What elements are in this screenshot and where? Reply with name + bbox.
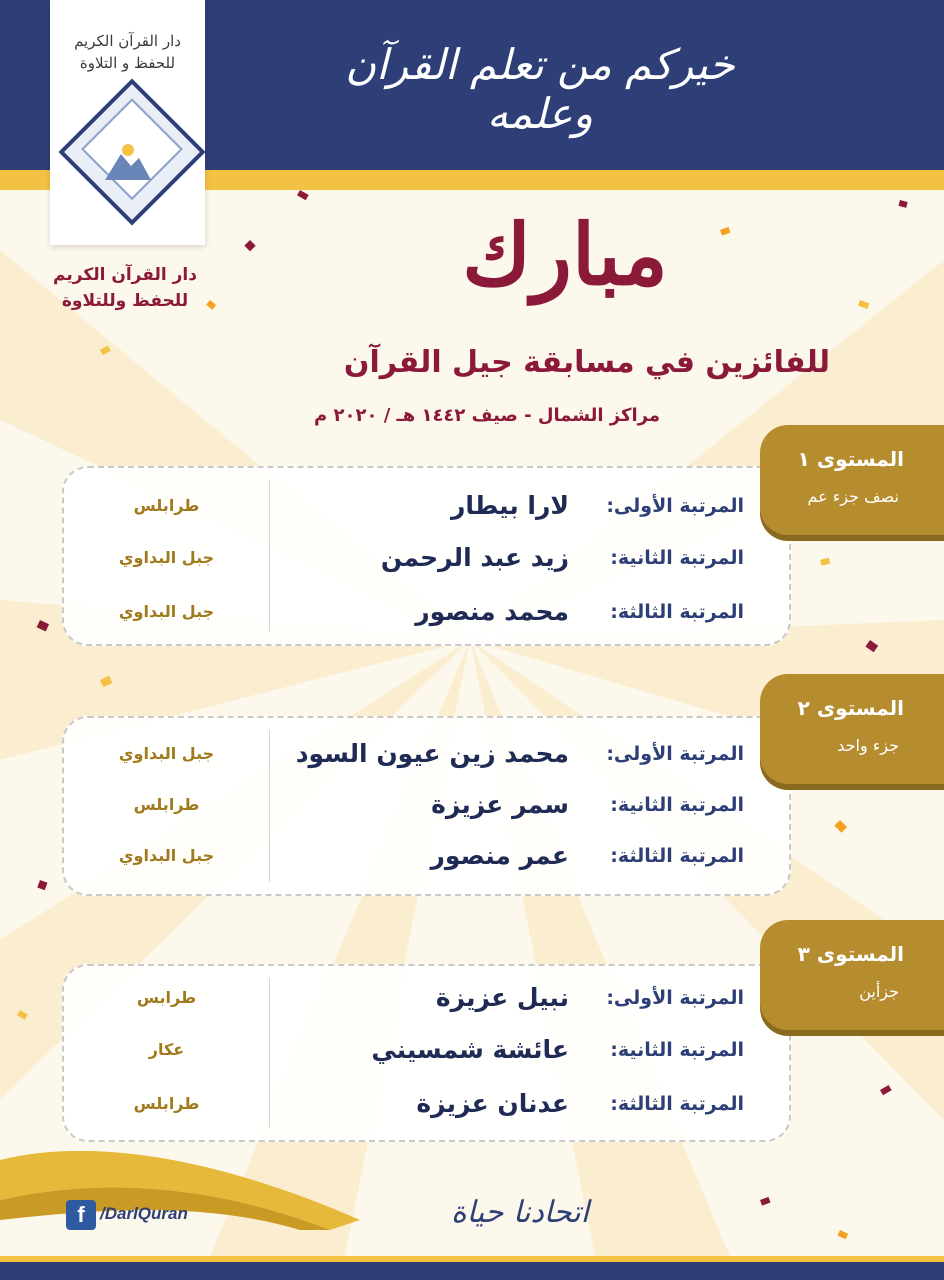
org-name-line-2: للحفظ وللتلاوة: [61, 291, 189, 311]
level-subtitle: جزء واحد: [837, 736, 899, 755]
table-row: [64, 978, 789, 1018]
table-row: [64, 1084, 789, 1124]
footer-slogan: اتحادنا حياة: [450, 1195, 590, 1230]
table-row: [64, 734, 789, 774]
header-motto: خيركم من تعلم القرآن وعلمه: [345, 40, 735, 138]
table-row: [64, 538, 789, 578]
facebook-icon[interactable]: f: [66, 1200, 96, 1230]
level-title: المستوى ١: [797, 447, 904, 471]
logo-text-line-1: دار القرآن الكريم: [74, 32, 181, 50]
rank-label: المرتبة الأولى:: [606, 743, 744, 765]
rank-label: المرتبة الأولى:: [606, 495, 744, 517]
level-subtitle: جزأين: [859, 982, 899, 1001]
winner-name: عدنان عزيزة: [416, 1089, 569, 1118]
rank-label: المرتبة الأولى:: [606, 987, 744, 1009]
level-2-card: [62, 716, 791, 896]
rank-label: المرتبة الثالثة:: [610, 845, 744, 867]
level-subtitle: نصف جزء عم: [807, 487, 899, 506]
winner-city: طرابلس: [133, 1094, 200, 1113]
date-line: مراكز الشمال - صيف ١٤٤٢ هـ / ٢٠٢٠ م: [314, 405, 660, 426]
winner-name: سمر عزيزة: [431, 790, 569, 819]
facebook-handle[interactable]: /DarlQuran: [100, 1204, 188, 1223]
level-3-tab: [760, 920, 944, 1030]
level-2-tab: [760, 674, 944, 784]
winner-name: محمد زين عيون السود: [295, 739, 569, 768]
winner-city: طرابس: [136, 988, 197, 1007]
winner-city: طرابلس: [133, 795, 200, 814]
organization-logo: [50, 0, 205, 245]
level-title: المستوى ٣: [797, 942, 904, 966]
rank-label: المرتبة الثانية:: [610, 1039, 744, 1061]
winner-name: محمد منصور: [415, 597, 569, 626]
winner-city: عكار: [148, 1040, 185, 1059]
winner-city: جبل البداوي: [118, 846, 215, 865]
winner-name: عائشة شمسيني: [371, 1035, 569, 1064]
logo-text: [50, 30, 205, 74]
winner-city: جبل البداوي: [118, 548, 215, 567]
winner-city: جبل البداوي: [118, 602, 215, 621]
level-1-tab: [760, 425, 944, 535]
mountain-icon: [105, 140, 151, 180]
winner-name: عمر منصور: [430, 841, 569, 870]
greeting-title: مبارك: [462, 205, 668, 304]
winner-city: طرابلس: [133, 496, 200, 515]
table-row: [64, 836, 789, 876]
page-subtitle: للفائزين في مسابقة جيل القرآن: [343, 345, 830, 380]
org-name-line-1: دار القرآن الكريم: [53, 265, 197, 285]
rank-label: المرتبة الثالثة:: [610, 601, 744, 623]
rank-label: المرتبة الثالثة:: [610, 1093, 744, 1115]
table-row: [64, 592, 789, 632]
winner-name: لارا بيطار: [450, 491, 569, 520]
footer-navy-bar: [0, 1262, 944, 1280]
table-row: [64, 785, 789, 825]
organization-name: [30, 262, 220, 314]
level-3-card: [62, 964, 791, 1142]
winner-city: جبل البداوي: [118, 744, 215, 763]
winner-name: زيد عبد الرحمن: [380, 543, 569, 572]
level-1-card: [62, 466, 791, 646]
table-row: [64, 486, 789, 526]
rank-label: المرتبة الثانية:: [610, 547, 744, 569]
level-title: المستوى ٢: [797, 696, 904, 720]
logo-text-line-2: للحفظ و التلاوة: [79, 54, 176, 72]
rank-label: المرتبة الثانية:: [610, 794, 744, 816]
winner-name: نبيل عزيزة: [435, 983, 569, 1012]
table-row: [64, 1030, 789, 1070]
